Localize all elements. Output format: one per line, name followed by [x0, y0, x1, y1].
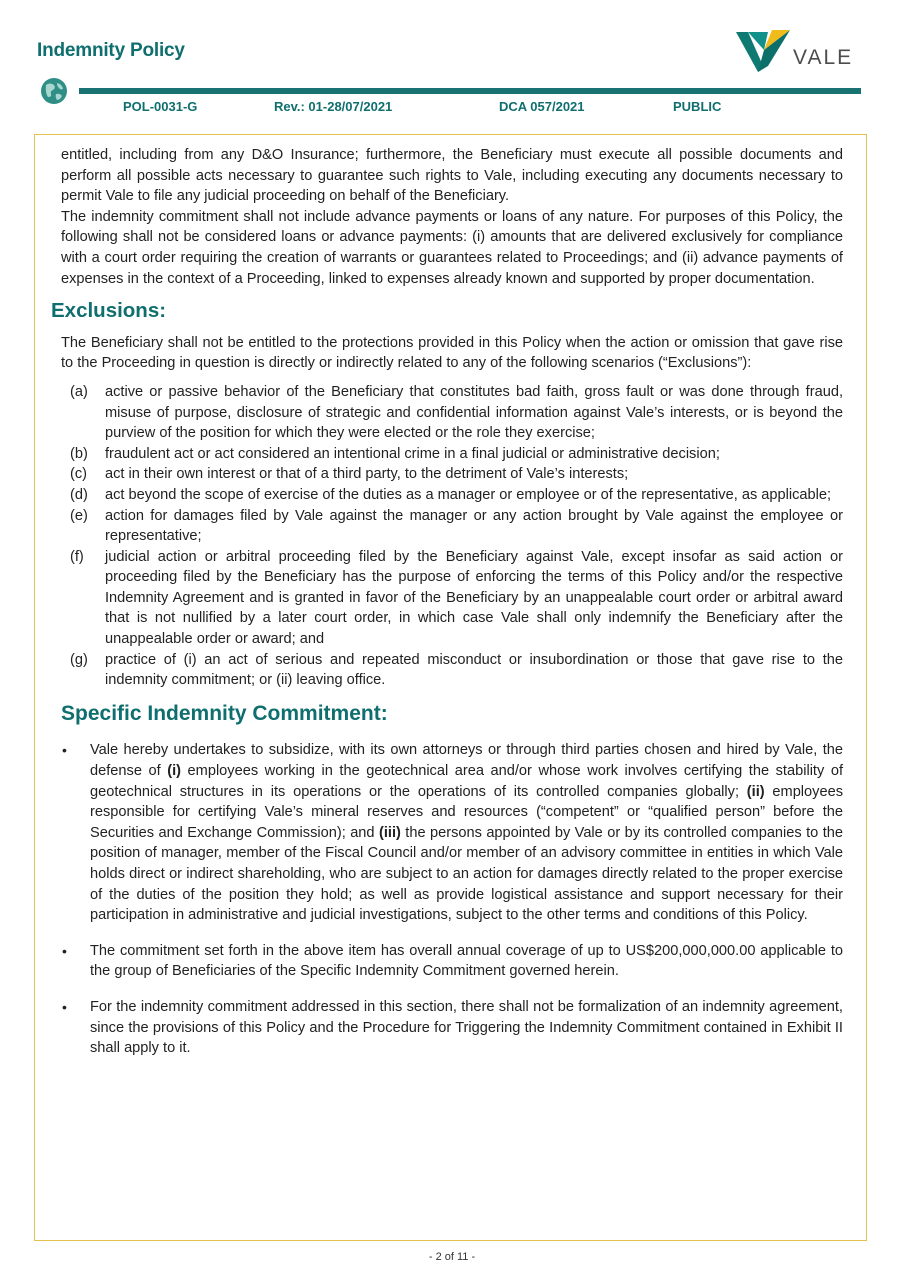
- bullet-icon: •: [62, 742, 67, 759]
- text-run: employees working in the geotechnical area and/or whose work involves certifying the stability of geotechnical structures in its operations or the operations of its controlled companies globally;: [90, 763, 844, 800]
- exclusion-text: act in their own interest or that of a third party, to the detriment of Vale’s interests;: [105, 466, 629, 483]
- exclusion-item-d: [61, 485, 843, 506]
- bullet-icon: •: [62, 942, 67, 959]
- bold-run: (ii): [746, 783, 765, 800]
- exclusion-item-f: [61, 547, 843, 650]
- exclusion-text: practice of (i) an act of serious and repeated misconduct or insubordination or those that gave rise to the indemnity commitment; or (ii) leaving office.: [105, 651, 843, 689]
- document-body: [51, 145, 844, 1074]
- header-rule: [79, 88, 861, 94]
- exclusion-item-g: [61, 650, 843, 691]
- exclusion-label: (f): [70, 548, 84, 565]
- intro-paragraph-1: entitled, including from any D&O Insurance; furthermore, the Beneficiary must execute all possible documents and perform all possible acts necessary to guarantee such rights to Vale, including executing any documents necessary to permit Vale to file any judicial proceeding on behalf of the Beneficiary.: [61, 147, 843, 205]
- document-title: Indemnity Policy: [37, 40, 185, 61]
- bold-run: (i): [167, 763, 181, 780]
- exclusion-label: (a): [70, 383, 88, 400]
- exclusion-label: (g): [70, 651, 88, 668]
- specific-bullet-1: [61, 740, 843, 925]
- exclusion-label: (b): [70, 445, 88, 462]
- exclusion-text: active or passive behavior of the Beneficiary that constitutes bad faith, gross fault or was done through fraud, misuse of purpose, disclosure of strategic and confidential information against Vale’s interests, or is beyond the purview of the position for which they were elected or the role they exercise;: [105, 383, 843, 442]
- specific-commitment-list: [61, 740, 843, 1058]
- exclusion-text: act beyond the scope of exercise of the duties as a manager or employee or of the representative, as applicable;: [105, 486, 832, 503]
- exclusions-intro: The Beneficiary shall not be entitled to the protections provided in this Policy when the action or omission that gave rise to the Proceeding in question is directly or indirectly related to any of the following scenarios (“Exclusions”):: [61, 334, 843, 372]
- exclusion-text: judicial action or arbitral proceeding filed by the Beneficiary against Vale, except insofar as said action or proceeding filed by the Beneficiary has the purpose of enforcing the terms of this Policy and/or the respective Indemnity Agreement and is granted in favor of the Beneficiary by an unappealable court order or arbitral award that is not nullified by a later court order, in which case Vale shall only indemnify the Beneficiary after the unappealable order or award; and: [105, 548, 843, 648]
- bullet-icon: •: [62, 998, 67, 1015]
- exclusion-text: fraudulent act or act considered an intentional crime in a final judicial or administrative decision;: [105, 445, 720, 462]
- bold-run: (iii): [378, 824, 401, 841]
- exclusion-label: (e): [70, 507, 88, 524]
- text-run: the persons appointed by Vale or by its controlled companies to the position of manager, member of the Fiscal Council and/or member of an advisory committee in entities in which Vale holds direct or indirect shareholding, who are subject to an action for damages directly related to the proper exercise of the duties of the position they hold; as well as provide logistical assistance and support necessary for their participation in administrative and judicial investigations, subject to the other terms and conditions of this Policy.: [90, 824, 843, 924]
- exclusion-text: action for damages filed by Vale against the manager or any action brought by Vale against the employee or representative;: [105, 507, 843, 545]
- exclusions-heading: Exclusions:: [51, 299, 167, 323]
- policy-code: POL-0031-G: [123, 99, 198, 114]
- specific-bullet-3: [61, 997, 843, 1059]
- exclusion-item-c: [61, 464, 843, 485]
- intro-paragraph-2: The indemnity commitment shall not include advance payments or loans of any nature. For purposes of this Policy, the following shall not be considered loans or advance payments: (i) amounts that are delivered exclusively for compliance with a court order requiring the creation of warrants or guarantees related to Proceedings; and (ii) advance payments of expenses in the context of a Proceeding, linked to expenses already known and supported by proper documentation.: [61, 208, 843, 287]
- exclusion-item-e: [61, 506, 843, 547]
- bullet-text: [90, 740, 843, 925]
- exclusion-item-a: [61, 382, 843, 444]
- page-number: - 2 of 11 -: [428, 1251, 476, 1263]
- globe-icon: [40, 77, 68, 105]
- vale-logo-text: VALE: [793, 46, 854, 69]
- exclusion-label: (d): [70, 486, 88, 503]
- dca-label: DCA 057/2021: [499, 99, 585, 114]
- bullet-text: The commitment set forth in the above item has overall annual coverage of up to US$200,000,000.00 applicable to the group of Beneficiaries of the Specific Indemnity Commitment governed herein.: [90, 942, 843, 980]
- text-run: employees responsible for certifying Vale’s mineral reserves and resources (“competent” or “qualified person” before the Securities and Exchange Commission); and: [90, 783, 843, 841]
- exclusion-item-b: [61, 444, 843, 465]
- exclusion-label: (c): [70, 466, 88, 483]
- classification-label: PUBLIC: [673, 99, 722, 114]
- specific-bullet-2: [61, 941, 843, 982]
- exclusions-list: [61, 382, 843, 691]
- specific-commitment-heading: Specific Indemnity Commitment:: [61, 701, 388, 725]
- revision-label: Rev.: 01-28/07/2021: [274, 99, 393, 114]
- bullet-text: For the indemnity commitment addressed in this section, there shall not be formalization of an indemnity agreement, since the provisions of this Policy and the Procedure for Triggering the Indemnity Commitment contained in Exhibit II shall apply to it.: [90, 998, 843, 1057]
- text-run: Vale hereby undertakes to subsidize, with its own attorneys or through third parties chosen and hired by Vale, the defense of: [90, 742, 843, 780]
